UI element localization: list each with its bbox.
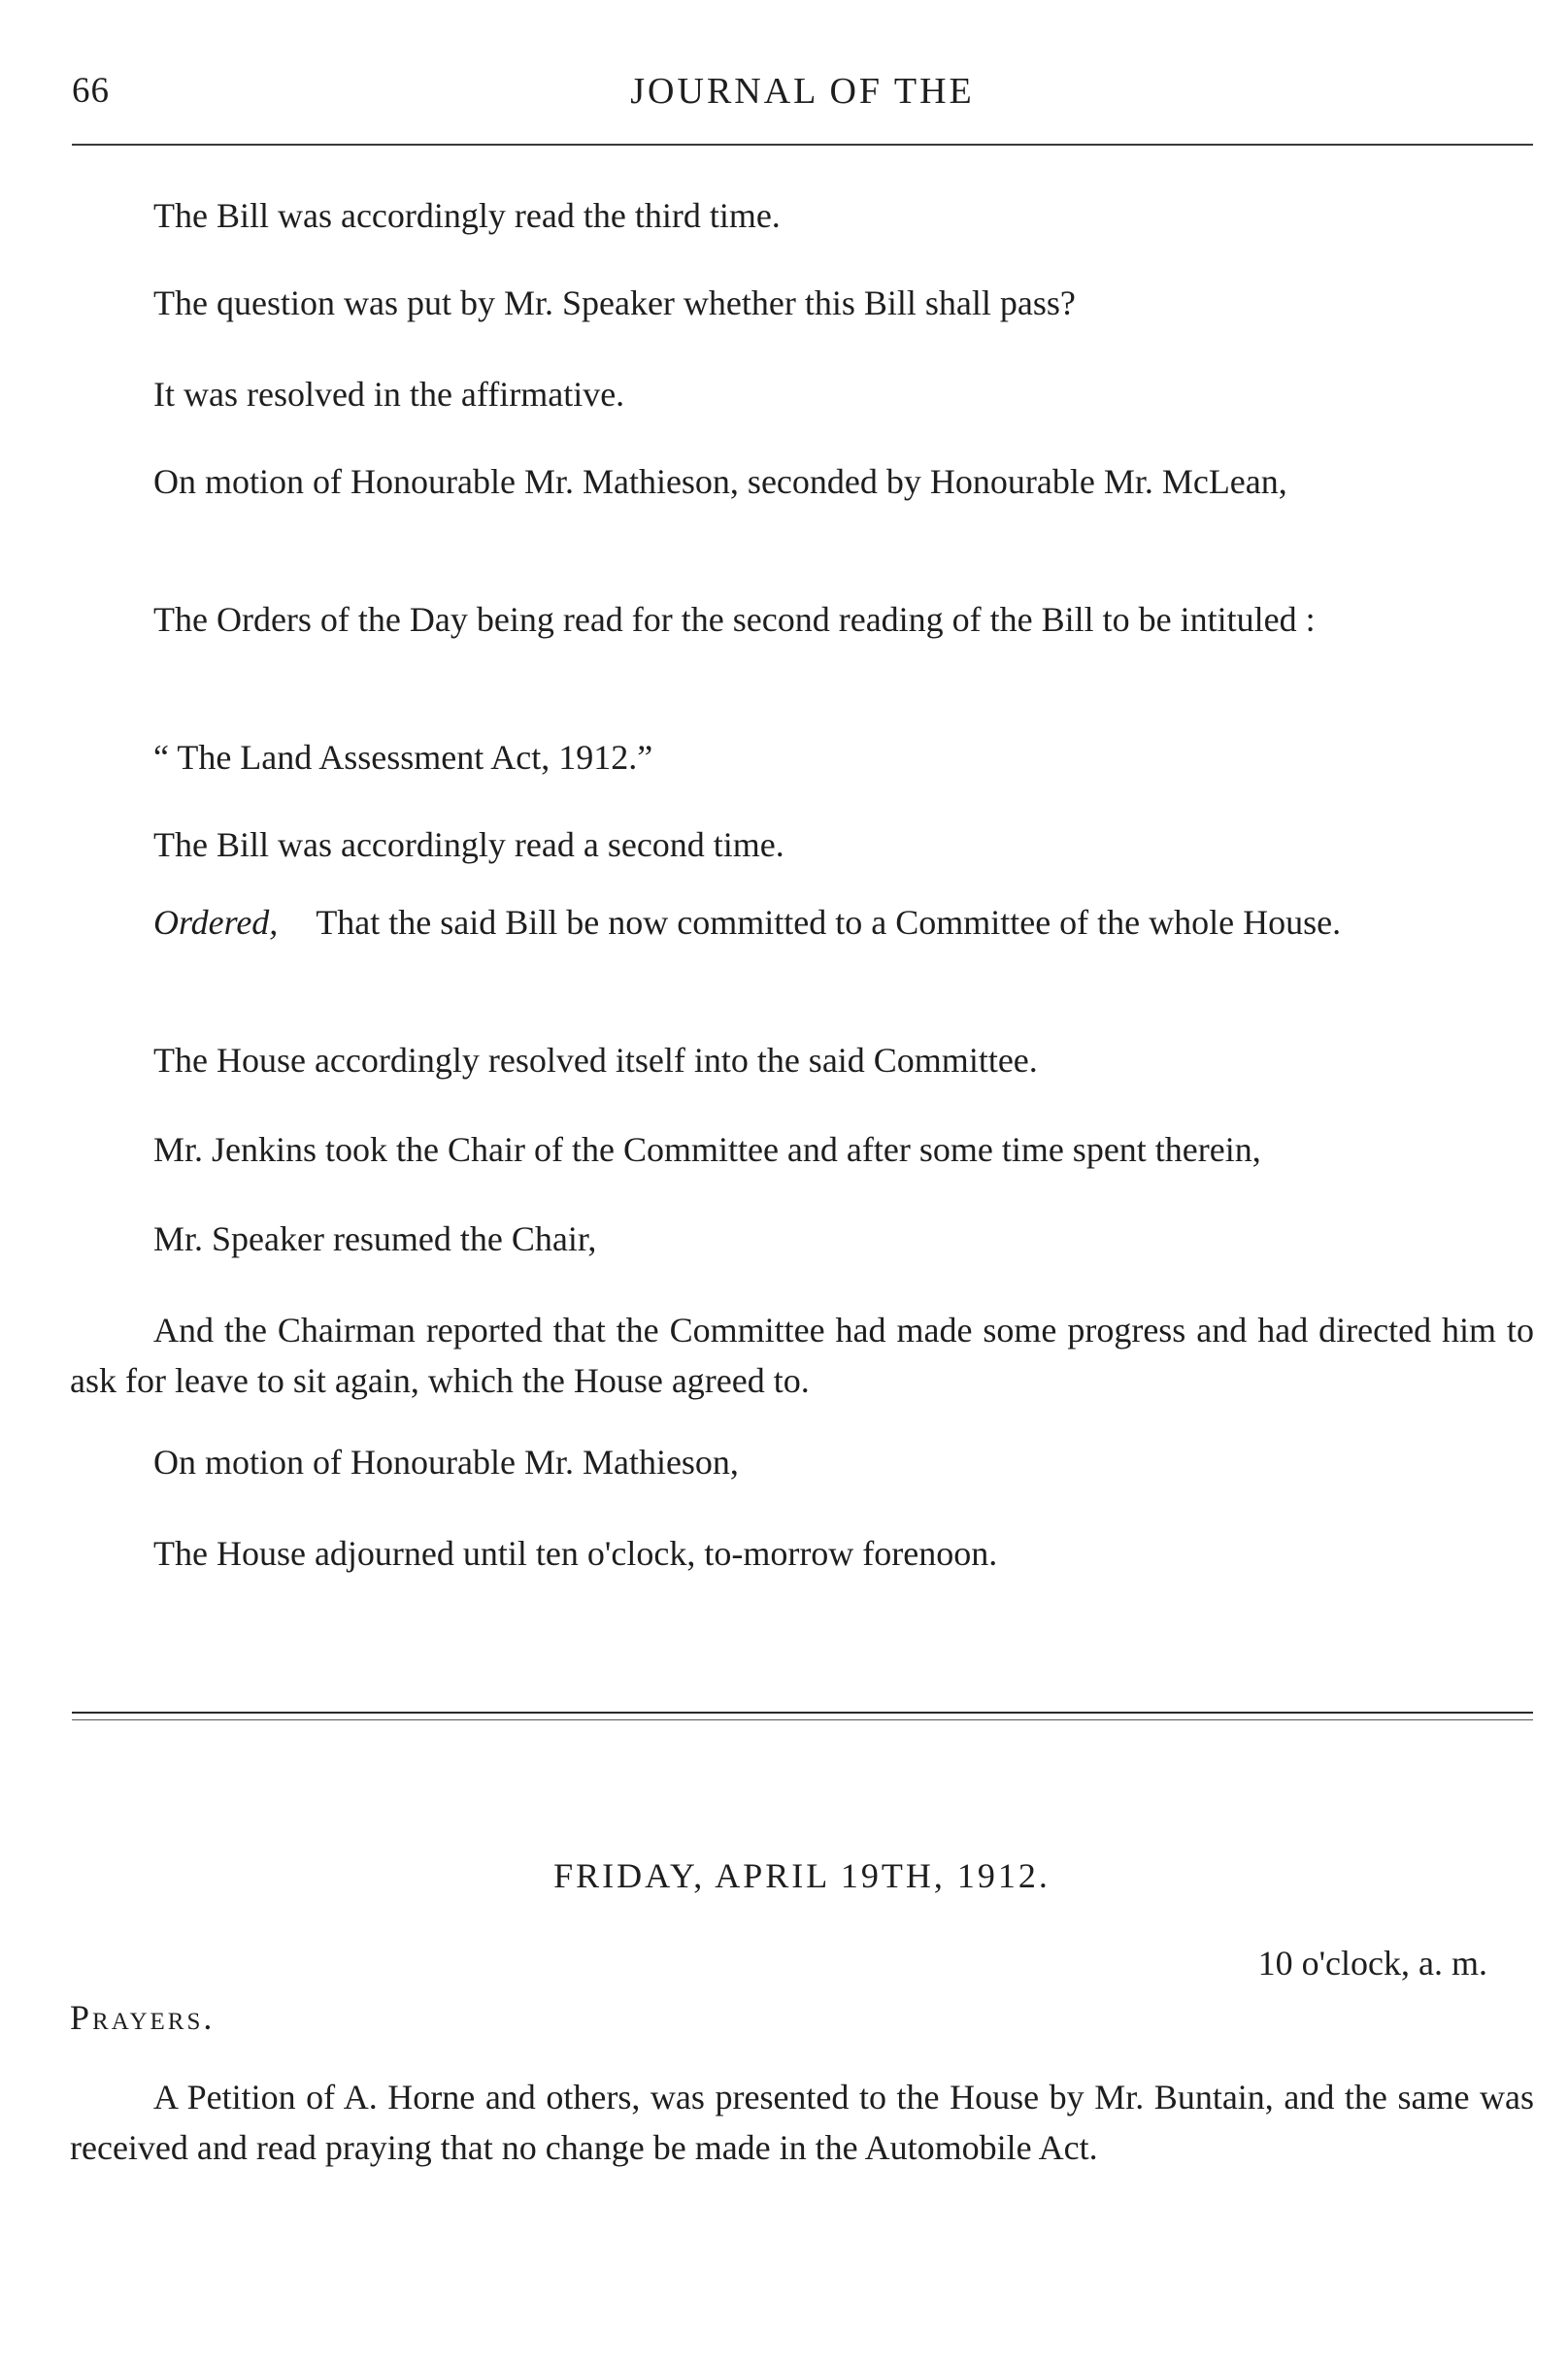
paragraph-adjourned: The House adjourned until ten o'clock, to-morrow forenoon. xyxy=(153,1534,998,1573)
running-head: JOURNAL OF THE xyxy=(630,71,975,112)
paragraph-motion-mathieson-mclean: On motion of Honourable Mr. Mathieson, seconded by Honourable Mr. McLean, xyxy=(153,462,1287,501)
paragraph-house-resolved: The House accordingly resolved itself into the said Committee. xyxy=(153,1041,1038,1080)
sitting-time: 10 o'clock, a. m. xyxy=(1257,1944,1487,1983)
paragraph-chairman-reported: And the Chairman reported that the Committee had made some progress and had directed him to ask for leave to sit again, which the House agreed to. xyxy=(70,1311,1534,1400)
paragraph-ordered xyxy=(70,897,1534,948)
paragraph-resolved: It was resolved in the affirmative. xyxy=(153,375,625,414)
paragraph-third-reading: The Bill was accordingly read the third time. xyxy=(153,196,781,235)
paragraph-orders-of-day: The Orders of the Day being read for the second reading of the Bill to be intituled : xyxy=(153,600,1316,639)
paragraph-jenkins-chair: Mr. Jenkins took the Chair of the Committee and after some time spent therein, xyxy=(153,1130,1261,1169)
prayers-heading: Prayers. xyxy=(70,1998,216,2037)
paragraph-bill-title: “ The Land Assessment Act, 1912.” xyxy=(153,738,653,777)
ordered-text: That the said Bill be now committed to a Committee of the whole House. xyxy=(316,903,1342,942)
paragraph-question-put: The question was put by Mr. Speaker whether this Bill shall pass? xyxy=(153,283,1076,322)
page-number: 66 xyxy=(72,71,110,111)
paragraph-second-reading: The Bill was accordingly read a second time. xyxy=(153,825,784,864)
ordered-label: Ordered, xyxy=(153,903,279,942)
header-rule xyxy=(72,144,1533,146)
paragraph-petition: A Petition of A. Horne and others, was presented to the House by Mr. Buntain, and the same was received and read praying that no change be made in the Automobile Act. xyxy=(70,2078,1534,2167)
paragraph-motion-mathieson: On motion of Honourable Mr. Mathieson, xyxy=(153,1443,739,1482)
date-heading: FRIDAY, APRIL 19TH, 1912. xyxy=(553,1856,1051,1895)
page-header xyxy=(72,62,1533,120)
paragraph-speaker-resumed: Mr. Speaker resumed the Chair, xyxy=(153,1219,597,1258)
section-divider-rule xyxy=(72,1712,1533,1714)
section-divider-rule-lower xyxy=(72,1719,1533,1720)
